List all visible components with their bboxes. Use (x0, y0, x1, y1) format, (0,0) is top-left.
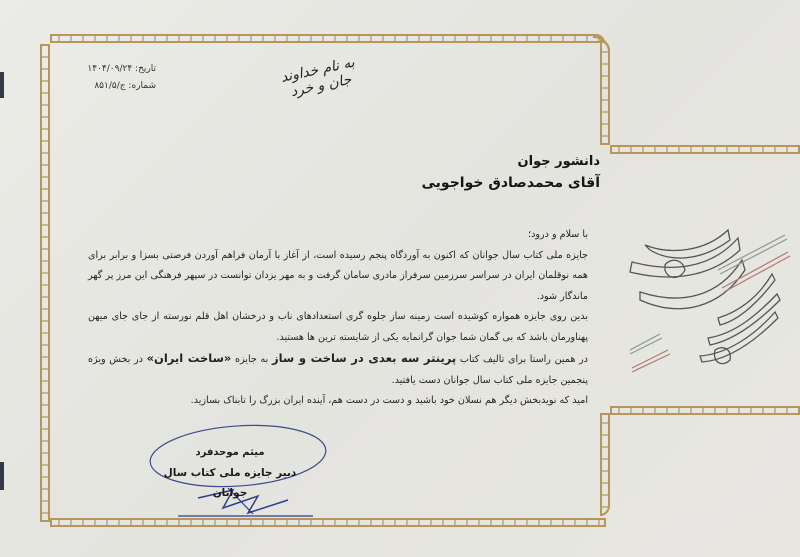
basmala-calligraphy: به نام خداوند جان و خرد (279, 54, 357, 101)
award-name: «ساخت ایران» (146, 351, 232, 365)
document-number (66, 78, 156, 95)
document-reference (66, 61, 156, 95)
paragraph-3-mid: به جایزه (234, 354, 269, 365)
number-label: شماره: (128, 81, 156, 91)
recipient-block (422, 152, 600, 194)
photo-edge-strip (0, 462, 4, 490)
signatory-name: میثم موحدفرد (195, 447, 265, 458)
greeting: با سلام و درود؛ (528, 229, 588, 240)
paragraph-2: بدین روی جایزه همواره کوشیده است زمینه ساز جلوه گری استعدادهای ناب و درخشان اهل قلم نورسته از جای جای میهن پهناورمان باشد که بی گمان شما جوان گرانمایه یکی از شایسته ترین ها هستید. (88, 311, 588, 343)
paragraph-4: امید که نویدبخش دیگر هم نسلان خود باشید و دست در دست هم، آینده ایران بزرگ را تابناک بسازید. (190, 395, 588, 406)
recipient-title: دانشور جوان (517, 154, 600, 169)
signatory-title: دبیر جایزه ملی کتاب سال جوانان (163, 467, 297, 499)
date-label: تاریخ: (135, 64, 156, 74)
calligraphy-logo-icon (610, 200, 795, 400)
signature-block (150, 443, 310, 503)
book-title: پرینتر سه بعدی در ساخت و ساز (271, 351, 457, 365)
letter-body (88, 225, 588, 412)
recipient-name: آقای محمدصادق خواجویی (421, 175, 600, 191)
paragraph-1: جایزه ملی کتاب سال جوانان که اکنون به آوردگاه پنجم رسیده است، از آغاز با آرمان فراهم آوردن فرصتی بسزا و برابر برای همه نوقلمان ایران در سراسر سرزمین سرفراز مادری سامان گرفت و به مهر یزدان توانست در سپهر فرهنگی این مرز پر گهر ماندگار شود. (88, 249, 588, 302)
document-date (66, 61, 156, 78)
paragraph-3-prefix: در همین راستا برای تالیف کتاب (459, 354, 588, 365)
paragraph-3 (88, 348, 588, 391)
paragraph-3-suffix: در بخش ویژه پنجمین جایزه ملی کتاب سال جوانان دست یافتید. (88, 354, 588, 386)
photo-edge-strip (0, 72, 4, 98)
number-value: ج/۸۵۱/۵ (94, 81, 126, 91)
date-value: ۱۴۰۴/۰۹/۲۴ (87, 64, 133, 74)
